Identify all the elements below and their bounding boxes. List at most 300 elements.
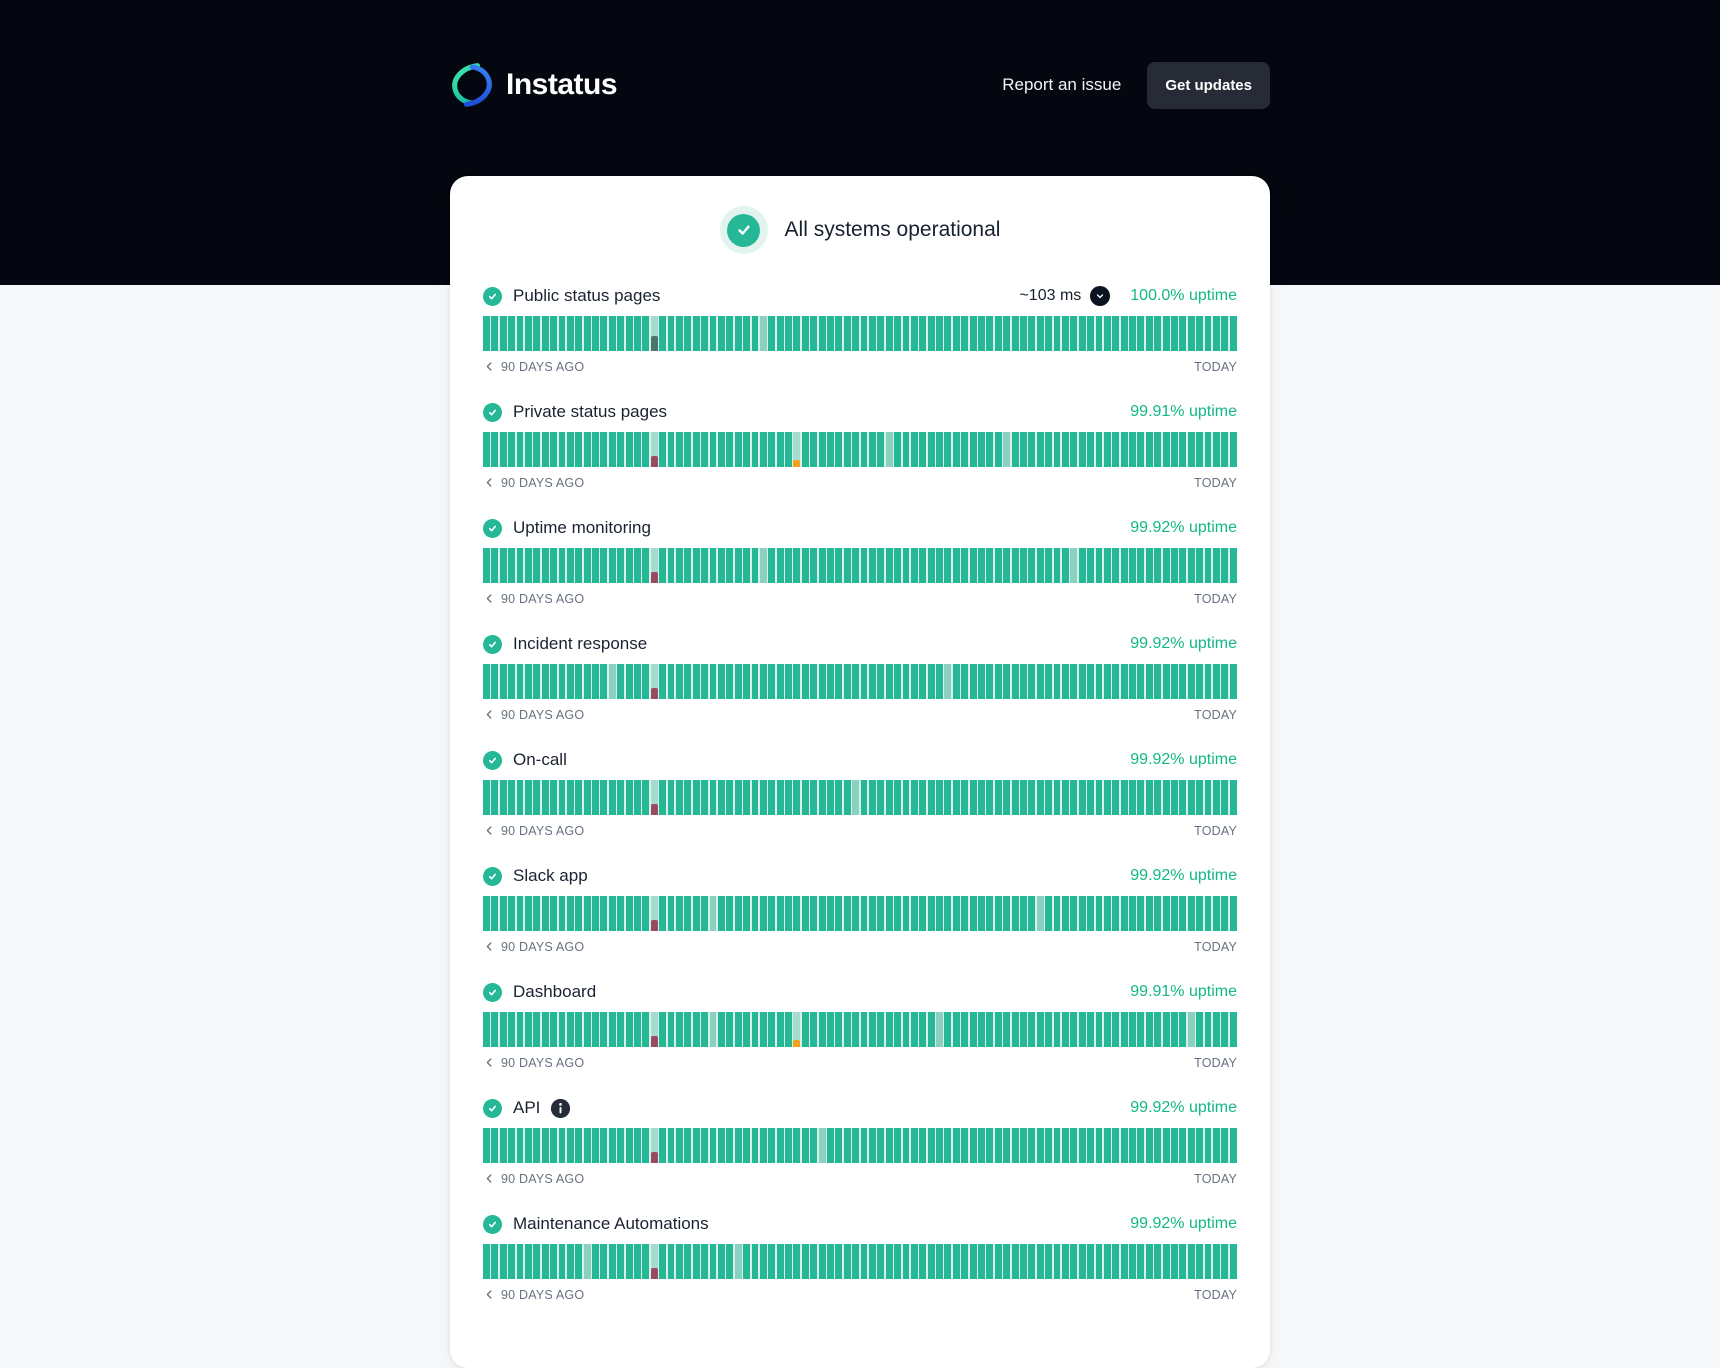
uptime-tick[interactable] xyxy=(877,432,884,467)
uptime-tick[interactable] xyxy=(1012,664,1019,699)
uptime-tick[interactable] xyxy=(861,1012,868,1047)
uptime-tick[interactable] xyxy=(726,432,733,467)
uptime-tick[interactable] xyxy=(1205,432,1212,467)
uptime-tick[interactable] xyxy=(1146,316,1153,351)
uptime-tick[interactable] xyxy=(710,896,717,931)
uptime-tick[interactable] xyxy=(1154,780,1161,815)
uptime-tick[interactable] xyxy=(903,664,910,699)
uptime-tick[interactable] xyxy=(928,548,935,583)
uptime-tick[interactable] xyxy=(819,316,826,351)
uptime-tick[interactable] xyxy=(1230,1128,1237,1163)
uptime-tick[interactable] xyxy=(877,1244,884,1279)
uptime-tick[interactable] xyxy=(844,432,851,467)
uptime-tick[interactable] xyxy=(659,664,666,699)
uptime-tick[interactable] xyxy=(1104,780,1111,815)
uptime-tick[interactable] xyxy=(919,780,926,815)
uptime-tick[interactable] xyxy=(978,1128,985,1163)
uptime-tick[interactable] xyxy=(1171,432,1178,467)
timeline-back-control[interactable] xyxy=(483,1056,584,1070)
uptime-tick[interactable] xyxy=(600,316,607,351)
uptime-tick[interactable] xyxy=(793,1244,800,1279)
uptime-tick[interactable] xyxy=(852,1128,859,1163)
uptime-tick[interactable] xyxy=(1205,664,1212,699)
uptime-tick[interactable] xyxy=(1154,1244,1161,1279)
uptime-tick[interactable] xyxy=(684,1012,691,1047)
uptime-tick[interactable] xyxy=(1129,780,1136,815)
uptime-tick[interactable] xyxy=(1188,1244,1195,1279)
uptime-tick[interactable] xyxy=(626,664,633,699)
uptime-tick[interactable] xyxy=(668,1128,675,1163)
uptime-tick[interactable] xyxy=(944,664,951,699)
uptime-tick[interactable] xyxy=(886,548,893,583)
uptime-tick[interactable] xyxy=(550,316,557,351)
uptime-tick[interactable] xyxy=(651,896,658,931)
uptime-tick[interactable] xyxy=(844,1128,851,1163)
uptime-tick[interactable] xyxy=(1163,1128,1170,1163)
uptime-tick[interactable] xyxy=(693,896,700,931)
uptime-tick[interactable] xyxy=(743,432,750,467)
uptime-tick[interactable] xyxy=(944,316,951,351)
uptime-tick[interactable] xyxy=(710,780,717,815)
uptime-tick[interactable] xyxy=(1087,664,1094,699)
uptime-tick[interactable] xyxy=(642,1012,649,1047)
uptime-tick[interactable] xyxy=(752,1012,759,1047)
uptime-tick[interactable] xyxy=(1137,1012,1144,1047)
uptime-tick[interactable] xyxy=(726,896,733,931)
timeline-back-control[interactable] xyxy=(483,940,584,954)
uptime-tick[interactable] xyxy=(1045,1244,1052,1279)
uptime-tick[interactable] xyxy=(542,316,549,351)
uptime-tick[interactable] xyxy=(1012,1012,1019,1047)
uptime-tick[interactable] xyxy=(861,780,868,815)
uptime-tick[interactable] xyxy=(869,548,876,583)
uptime-tick[interactable] xyxy=(559,1128,566,1163)
uptime-tick[interactable] xyxy=(609,1012,616,1047)
uptime-tick[interactable] xyxy=(1037,780,1044,815)
uptime-tick[interactable] xyxy=(861,548,868,583)
uptime-tick[interactable] xyxy=(777,1128,784,1163)
uptime-tick[interactable] xyxy=(944,548,951,583)
uptime-tick[interactable] xyxy=(1163,1244,1170,1279)
uptime-tick[interactable] xyxy=(785,664,792,699)
uptime-tick[interactable] xyxy=(575,780,582,815)
uptime-tick[interactable] xyxy=(995,780,1002,815)
uptime-tick[interactable] xyxy=(819,548,826,583)
uptime-tick[interactable] xyxy=(752,432,759,467)
uptime-tick[interactable] xyxy=(743,780,750,815)
uptime-tick[interactable] xyxy=(877,664,884,699)
uptime-tick[interactable] xyxy=(508,1128,515,1163)
uptime-tick[interactable] xyxy=(768,316,775,351)
uptime-tick[interactable] xyxy=(1104,1244,1111,1279)
uptime-tick[interactable] xyxy=(1104,316,1111,351)
uptime-tick[interactable] xyxy=(1137,664,1144,699)
uptime-tick[interactable] xyxy=(609,1244,616,1279)
uptime-tick[interactable] xyxy=(827,896,834,931)
uptime-tick[interactable] xyxy=(684,896,691,931)
uptime-tick[interactable] xyxy=(533,548,540,583)
uptime-tick[interactable] xyxy=(1012,432,1019,467)
uptime-tick[interactable] xyxy=(827,432,834,467)
uptime-tick[interactable] xyxy=(1171,780,1178,815)
uptime-tick[interactable] xyxy=(651,548,658,583)
uptime-tick[interactable] xyxy=(1096,1128,1103,1163)
uptime-tick[interactable] xyxy=(835,316,842,351)
uptime-tick[interactable] xyxy=(693,316,700,351)
uptime-tick[interactable] xyxy=(659,780,666,815)
uptime-tick[interactable] xyxy=(835,664,842,699)
uptime-tick[interactable] xyxy=(1054,316,1061,351)
uptime-tick[interactable] xyxy=(609,432,616,467)
uptime-tick[interactable] xyxy=(735,548,742,583)
uptime-tick[interactable] xyxy=(835,896,842,931)
uptime-tick[interactable] xyxy=(936,780,943,815)
uptime-tick[interactable] xyxy=(1196,316,1203,351)
uptime-tick[interactable] xyxy=(710,548,717,583)
uptime-tick[interactable] xyxy=(508,548,515,583)
uptime-tick[interactable] xyxy=(1037,432,1044,467)
uptime-tick[interactable] xyxy=(567,548,574,583)
uptime-tick[interactable] xyxy=(1062,1012,1069,1047)
uptime-tick[interactable] xyxy=(508,1244,515,1279)
uptime-tick[interactable] xyxy=(978,1012,985,1047)
timeline-back-control[interactable] xyxy=(483,360,584,374)
uptime-tick[interactable] xyxy=(1045,780,1052,815)
uptime-tick[interactable] xyxy=(575,316,582,351)
uptime-tick[interactable] xyxy=(752,664,759,699)
uptime-tick[interactable] xyxy=(1129,316,1136,351)
uptime-tick[interactable] xyxy=(903,548,910,583)
uptime-tick[interactable] xyxy=(1121,664,1128,699)
uptime-tick[interactable] xyxy=(953,1012,960,1047)
uptime-tick[interactable] xyxy=(1137,432,1144,467)
uptime-tick[interactable] xyxy=(1163,1012,1170,1047)
uptime-tick[interactable] xyxy=(995,1012,1002,1047)
uptime-tick[interactable] xyxy=(517,1244,524,1279)
uptime-tick[interactable] xyxy=(550,1128,557,1163)
uptime-tick[interactable] xyxy=(525,548,532,583)
uptime-tick[interactable] xyxy=(777,1012,784,1047)
uptime-tick[interactable] xyxy=(525,432,532,467)
uptime-tick[interactable] xyxy=(928,780,935,815)
uptime-tick[interactable] xyxy=(483,1128,490,1163)
uptime-tick[interactable] xyxy=(642,664,649,699)
timeline-back-control[interactable] xyxy=(483,824,584,838)
uptime-tick[interactable] xyxy=(701,1012,708,1047)
uptime-tick[interactable] xyxy=(567,1128,574,1163)
uptime-tick[interactable] xyxy=(1037,316,1044,351)
uptime-tick[interactable] xyxy=(500,548,507,583)
uptime-tick[interactable] xyxy=(1087,432,1094,467)
uptime-tick[interactable] xyxy=(1104,896,1111,931)
uptime-tick[interactable] xyxy=(844,664,851,699)
uptime-tick[interactable] xyxy=(684,1244,691,1279)
uptime-tick[interactable] xyxy=(802,432,809,467)
uptime-tick[interactable] xyxy=(659,896,666,931)
uptime-tick[interactable] xyxy=(760,1244,767,1279)
uptime-tick[interactable] xyxy=(919,896,926,931)
uptime-tick[interactable] xyxy=(517,780,524,815)
uptime-tick[interactable] xyxy=(1205,1244,1212,1279)
uptime-tick[interactable] xyxy=(735,1244,742,1279)
uptime-tick[interactable] xyxy=(642,780,649,815)
uptime-tick[interactable] xyxy=(550,780,557,815)
uptime-tick[interactable] xyxy=(978,316,985,351)
uptime-tick[interactable] xyxy=(592,1244,599,1279)
uptime-tick[interactable] xyxy=(1079,664,1086,699)
uptime-tick[interactable] xyxy=(894,1128,901,1163)
uptime-tick[interactable] xyxy=(986,432,993,467)
uptime-tick[interactable] xyxy=(911,1012,918,1047)
uptime-tick[interactable] xyxy=(869,432,876,467)
uptime-tick[interactable] xyxy=(936,316,943,351)
uptime-tick[interactable] xyxy=(768,664,775,699)
uptime-tick[interactable] xyxy=(684,1128,691,1163)
uptime-tick[interactable] xyxy=(777,316,784,351)
uptime-tick[interactable] xyxy=(575,432,582,467)
uptime-tick[interactable] xyxy=(986,780,993,815)
uptime-tick[interactable] xyxy=(533,432,540,467)
uptime-tick[interactable] xyxy=(1171,1128,1178,1163)
uptime-tick[interactable] xyxy=(777,896,784,931)
uptime-tick[interactable] xyxy=(810,664,817,699)
uptime-tick[interactable] xyxy=(1020,780,1027,815)
uptime-tick[interactable] xyxy=(1230,780,1237,815)
uptime-tick[interactable] xyxy=(735,664,742,699)
uptime-tick[interactable] xyxy=(491,664,498,699)
uptime-tick[interactable] xyxy=(584,316,591,351)
uptime-tick[interactable] xyxy=(1213,896,1220,931)
uptime-tick[interactable] xyxy=(1062,896,1069,931)
uptime-tick[interactable] xyxy=(634,548,641,583)
uptime-tick[interactable] xyxy=(970,1012,977,1047)
uptime-tick[interactable] xyxy=(1163,780,1170,815)
uptime-tick[interactable] xyxy=(802,1128,809,1163)
uptime-tick[interactable] xyxy=(886,1012,893,1047)
uptime-tick[interactable] xyxy=(861,1244,868,1279)
uptime-tick[interactable] xyxy=(592,1012,599,1047)
uptime-tick[interactable] xyxy=(1054,896,1061,931)
uptime-tick[interactable] xyxy=(1221,896,1228,931)
uptime-tick[interactable] xyxy=(1062,1128,1069,1163)
uptime-tick[interactable] xyxy=(1137,1128,1144,1163)
uptime-tick[interactable] xyxy=(1221,1128,1228,1163)
uptime-tick[interactable] xyxy=(1079,896,1086,931)
uptime-tick[interactable] xyxy=(718,316,725,351)
uptime-tick[interactable] xyxy=(542,548,549,583)
uptime-tick[interactable] xyxy=(592,316,599,351)
uptime-tick[interactable] xyxy=(827,1128,834,1163)
uptime-tick[interactable] xyxy=(718,664,725,699)
uptime-tick[interactable] xyxy=(693,432,700,467)
uptime-tick[interactable] xyxy=(1070,548,1077,583)
uptime-tick[interactable] xyxy=(592,1128,599,1163)
uptime-tick[interactable] xyxy=(533,1244,540,1279)
uptime-tick[interactable] xyxy=(1087,1244,1094,1279)
uptime-tick[interactable] xyxy=(1028,548,1035,583)
timeline-back-control[interactable] xyxy=(483,1172,584,1186)
uptime-tick[interactable] xyxy=(701,780,708,815)
uptime-tick[interactable] xyxy=(1163,896,1170,931)
uptime-tick[interactable] xyxy=(735,896,742,931)
uptime-tick[interactable] xyxy=(869,1244,876,1279)
uptime-tick[interactable] xyxy=(584,664,591,699)
uptime-tick[interactable] xyxy=(1221,548,1228,583)
uptime-tick[interactable] xyxy=(1087,780,1094,815)
uptime-tick[interactable] xyxy=(1205,780,1212,815)
uptime-tick[interactable] xyxy=(793,1128,800,1163)
uptime-tick[interactable] xyxy=(802,316,809,351)
uptime-tick[interactable] xyxy=(1012,548,1019,583)
uptime-tick[interactable] xyxy=(1003,1128,1010,1163)
uptime-tick[interactable] xyxy=(684,432,691,467)
uptime-tick[interactable] xyxy=(886,896,893,931)
uptime-tick[interactable] xyxy=(861,664,868,699)
uptime-tick[interactable] xyxy=(886,1244,893,1279)
uptime-tick[interactable] xyxy=(928,432,935,467)
uptime-tick[interactable] xyxy=(995,316,1002,351)
uptime-tick[interactable] xyxy=(1213,1244,1220,1279)
timeline-back-control[interactable] xyxy=(483,1288,584,1302)
uptime-tick[interactable] xyxy=(760,780,767,815)
uptime-tick[interactable] xyxy=(1037,896,1044,931)
uptime-tick[interactable] xyxy=(567,780,574,815)
uptime-tick[interactable] xyxy=(1221,1244,1228,1279)
uptime-tick[interactable] xyxy=(559,896,566,931)
uptime-tick[interactable] xyxy=(1163,548,1170,583)
uptime-tick[interactable] xyxy=(1154,1128,1161,1163)
uptime-tick[interactable] xyxy=(684,548,691,583)
uptime-tick[interactable] xyxy=(886,316,893,351)
uptime-tick[interactable] xyxy=(1179,1244,1186,1279)
uptime-tick[interactable] xyxy=(760,548,767,583)
uptime-tick[interactable] xyxy=(1020,432,1027,467)
uptime-tick[interactable] xyxy=(1045,664,1052,699)
uptime-tick[interactable] xyxy=(1054,548,1061,583)
uptime-tick[interactable] xyxy=(1213,548,1220,583)
uptime-tick[interactable] xyxy=(953,1128,960,1163)
uptime-tick[interactable] xyxy=(1003,316,1010,351)
uptime-tick[interactable] xyxy=(953,780,960,815)
uptime-tick[interactable] xyxy=(970,896,977,931)
uptime-tick[interactable] xyxy=(1196,432,1203,467)
uptime-tick[interactable] xyxy=(995,432,1002,467)
uptime-tick[interactable] xyxy=(1112,432,1119,467)
uptime-tick[interactable] xyxy=(584,780,591,815)
uptime-tick[interactable] xyxy=(684,664,691,699)
uptime-tick[interactable] xyxy=(642,432,649,467)
uptime-tick[interactable] xyxy=(852,432,859,467)
uptime-tick[interactable] xyxy=(1137,896,1144,931)
uptime-tick[interactable] xyxy=(1137,548,1144,583)
uptime-tick[interactable] xyxy=(961,1012,968,1047)
uptime-tick[interactable] xyxy=(869,1128,876,1163)
uptime-tick[interactable] xyxy=(911,780,918,815)
uptime-tick[interactable] xyxy=(584,896,591,931)
uptime-tick[interactable] xyxy=(517,548,524,583)
uptime-tick[interactable] xyxy=(1087,1012,1094,1047)
uptime-tick[interactable] xyxy=(1104,664,1111,699)
uptime-tick[interactable] xyxy=(835,1128,842,1163)
uptime-tick[interactable] xyxy=(1221,664,1228,699)
uptime-tick[interactable] xyxy=(1230,432,1237,467)
uptime-tick[interactable] xyxy=(1079,1128,1086,1163)
uptime-tick[interactable] xyxy=(1179,1012,1186,1047)
uptime-tick[interactable] xyxy=(567,432,574,467)
uptime-tick[interactable] xyxy=(1121,548,1128,583)
uptime-tick[interactable] xyxy=(1045,316,1052,351)
uptime-tick[interactable] xyxy=(911,896,918,931)
uptime-tick[interactable] xyxy=(970,664,977,699)
uptime-tick[interactable] xyxy=(533,1128,540,1163)
uptime-tick[interactable] xyxy=(1104,1128,1111,1163)
uptime-tick[interactable] xyxy=(1188,548,1195,583)
uptime-tick[interactable] xyxy=(584,1128,591,1163)
uptime-tick[interactable] xyxy=(802,548,809,583)
uptime-tick[interactable] xyxy=(1129,432,1136,467)
uptime-tick[interactable] xyxy=(508,664,515,699)
uptime-tick[interactable] xyxy=(1037,548,1044,583)
uptime-tick[interactable] xyxy=(1221,780,1228,815)
uptime-tick[interactable] xyxy=(835,1012,842,1047)
uptime-tick[interactable] xyxy=(1179,780,1186,815)
uptime-tick[interactable] xyxy=(525,1244,532,1279)
uptime-tick[interactable] xyxy=(936,1012,943,1047)
uptime-tick[interactable] xyxy=(911,664,918,699)
uptime-tick[interactable] xyxy=(961,548,968,583)
uptime-tick[interactable] xyxy=(1079,432,1086,467)
uptime-tick[interactable] xyxy=(609,896,616,931)
uptime-tick[interactable] xyxy=(575,548,582,583)
uptime-tick[interactable] xyxy=(567,1012,574,1047)
uptime-tick[interactable] xyxy=(852,1012,859,1047)
uptime-tick[interactable] xyxy=(894,896,901,931)
uptime-tick[interactable] xyxy=(953,896,960,931)
uptime-tick[interactable] xyxy=(819,780,826,815)
uptime-tick[interactable] xyxy=(903,1244,910,1279)
uptime-tick[interactable] xyxy=(861,432,868,467)
uptime-tick[interactable] xyxy=(542,780,549,815)
uptime-tick[interactable] xyxy=(1188,780,1195,815)
uptime-tick[interactable] xyxy=(542,432,549,467)
uptime-tick[interactable] xyxy=(877,896,884,931)
uptime-tick[interactable] xyxy=(575,664,582,699)
uptime-tick[interactable] xyxy=(1070,1012,1077,1047)
uptime-tick[interactable] xyxy=(1003,664,1010,699)
uptime-tick[interactable] xyxy=(768,1012,775,1047)
uptime-tick[interactable] xyxy=(550,1244,557,1279)
uptime-tick[interactable] xyxy=(953,1244,960,1279)
uptime-tick[interactable] xyxy=(559,1012,566,1047)
uptime-tick[interactable] xyxy=(827,1012,834,1047)
uptime-tick[interactable] xyxy=(735,1012,742,1047)
uptime-tick[interactable] xyxy=(911,1128,918,1163)
uptime-tick[interactable] xyxy=(600,896,607,931)
uptime-tick[interactable] xyxy=(701,1128,708,1163)
uptime-tick[interactable] xyxy=(1112,548,1119,583)
uptime-tick[interactable] xyxy=(1188,896,1195,931)
uptime-tick[interactable] xyxy=(533,1012,540,1047)
uptime-tick[interactable] xyxy=(819,432,826,467)
uptime-tick[interactable] xyxy=(726,664,733,699)
uptime-tick[interactable] xyxy=(1045,1012,1052,1047)
uptime-tick[interactable] xyxy=(1129,1244,1136,1279)
uptime-tick[interactable] xyxy=(835,548,842,583)
uptime-tick[interactable] xyxy=(626,1012,633,1047)
uptime-tick[interactable] xyxy=(1196,664,1203,699)
uptime-tick[interactable] xyxy=(726,780,733,815)
uptime-tick[interactable] xyxy=(861,1128,868,1163)
